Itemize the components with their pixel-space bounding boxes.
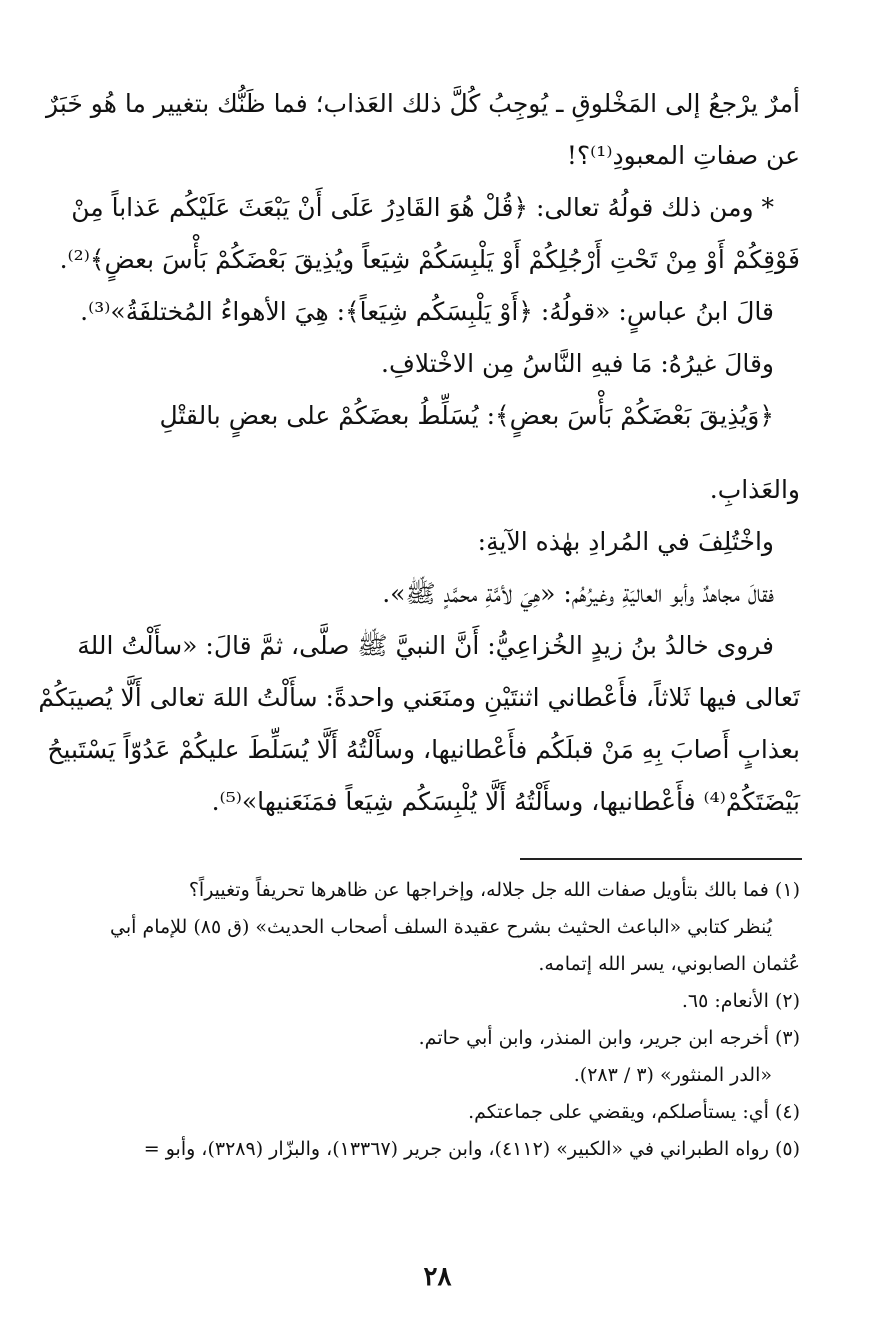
footnote-line: (١) فما بالك بتأويل صفات الله جل جلاله، وإخراجها عن ظاهرها تحريفاً وتغييراً؟ xyxy=(188,879,800,901)
text-line: قالَ ابنُ عباسٍ: «قولُهُ: ﴿أَوْ يَلْبِسَكُم شِيَعاً﴾: هِيَ الأهواءُ المُختلفَةُ»⁽³⁾. xyxy=(80,297,774,326)
text-line: واخْتُلِفَ في المُرادِ بهٰذه الآيةِ: xyxy=(477,527,774,556)
footnote-line: «الدر المنثور» (٣ / ٢٨٣). xyxy=(573,1064,772,1086)
text-line: ﴿وَيُذِيقَ بَعْضَكُمْ بَأْسَ بعضٍ﴾: يُسَلِّطُ بعضَكُمْ على بعضٍ بالقتْلِ xyxy=(159,401,774,430)
text-line: وقالَ غيرُهُ: مَا فيهِ النَّاسُ مِن الاخْتلافِ. xyxy=(381,349,774,378)
footnote-separator xyxy=(520,858,802,860)
text-line: * ومن ذلك قولُهُ تعالى: ﴿قُلْ هُوَ القَادِرُ عَلَى أَنْ يَبْعَثَ عَلَيْكُم عَذاباً مِنْ xyxy=(71,193,774,222)
footnote-line: (٣) أخرجه ابن جرير، وابن المنذر، وابن أبي حاتم. xyxy=(418,1027,800,1049)
page-number: ٢٨ xyxy=(423,1262,452,1292)
footnote-line: يُنظر كتابي «الباعث الحثيث بشرح عقيدة السلف أصحاب الحديث» (ق ٨٥) للإمام أبي xyxy=(110,916,772,938)
footnote-line: (٢) الأنعام: ٦٥. xyxy=(681,990,800,1012)
text-line: عن صفاتِ المعبودِ⁽¹⁾؟! xyxy=(566,141,800,170)
text-line: فقالَ مجاهدٌ وأبو العاليَةِ وغيرُهُم: «هِيَ لأمَّةِ محمَّدٍ ﷺ». xyxy=(382,579,774,608)
text-line: بَيْضَتَكُمْ⁽⁴⁾ فأَعْطانيها، وسأَلْتُهُ أَلَّا يُلْبِسَكُم شِيَعاً فمَنَعَنيها»⁽⁵⁾. xyxy=(211,787,800,816)
main-text xyxy=(38,78,800,828)
text-line: فروى خالدُ بنُ زيدٍ الخُزاعِيُّ: أَنَّ النبيَّ ﷺ صلَّى، ثمَّ قالَ: «سأَلْتُ اللهَ xyxy=(77,631,774,660)
footnote-line: عُثمان الصابوني، يسر الله إتمامه. xyxy=(538,953,800,975)
text-line: بعذابٍ أَصابَ بِهِ مَنْ قبلَكُم فأَعْطانيها، وسأَلْتُهُ أَلَّا يُسَلِّطَ عليكُمْ عَدُوّاً يَسْتَبيحُ xyxy=(47,735,800,764)
text-line: أمرٌ يرْجعُ إلى المَخْلوقِ ـ يُوجِبُ كُلَّ ذلك العَذاب؛ فما ظَنُّك بتغيير ما هُو خَبَرٌ xyxy=(46,89,800,118)
footnote-line: (٤) أي: يستأصلكم، ويقضي على جماعتكم. xyxy=(468,1101,800,1123)
text-line: والعَذابِ. xyxy=(709,475,800,504)
text-line: فَوْقِكُمْ أَوْ مِنْ تَحْتِ أَرْجُلِكُمْ أَوْ يَلْبِسَكُمْ شِيَعاً ويُذِيقَ بَعْضَكُمْ بَأْسَ بعضٍ﴾⁽²⁾. xyxy=(59,245,800,274)
footnotes xyxy=(75,872,800,1168)
text-line: تَعالى فيها ثَلاثاً، فأَعْطاني اثنتَيْنِ ومنَعَني واحدةً: سأَلْتُ اللهَ تعالى أَلَّا يُصيبَكُمْ xyxy=(38,683,800,712)
footnote-line: (٥) رواه الطبراني في «الكبير» (٤١١٢)، وابن جرير (١٣٣٦٧)، والبزّار (٣٢٨٩)، وأبو = xyxy=(143,1138,800,1160)
